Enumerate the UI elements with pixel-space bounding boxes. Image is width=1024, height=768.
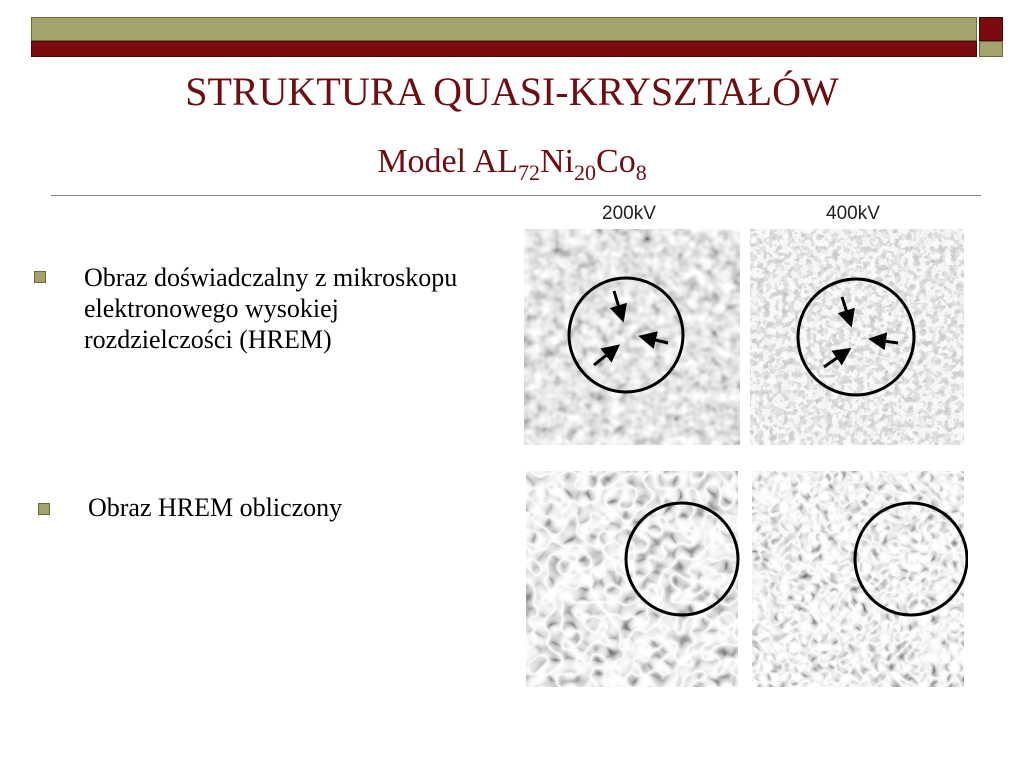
corner-maroon-square — [979, 17, 1003, 41]
hrem-200kv-experimental — [524, 229, 740, 445]
subtitle-co: Co — [596, 143, 636, 180]
top-maroon-bar — [31, 41, 977, 57]
bullet-experimental-text: Obraz doświadczalny z mikroskopu elektronowego wysokiej rozdzielczości (HREM) — [84, 263, 458, 354]
slide-title: STRUKTURA QUASI-KRYSZTAŁÓW — [185, 69, 839, 114]
subtitle-ni: Ni — [540, 143, 575, 180]
square-bullet-icon — [38, 503, 50, 515]
hrem-images-svg — [520, 203, 968, 693]
subtitle-prefix: Model AL — [377, 143, 519, 180]
top-olive-bar — [31, 17, 977, 41]
square-bullet-icon — [34, 271, 46, 283]
subtitle-sub-co: 8 — [635, 160, 647, 185]
bullet-calculated-text: Obraz HREM obliczony — [88, 493, 343, 522]
label-200kv: 200kV — [602, 203, 656, 224]
corner-olive-square — [979, 41, 1003, 57]
hrem-400kv-calculated — [752, 471, 967, 687]
subtitle-sub-al: 72 — [518, 160, 541, 185]
hrem-200kv-calculated — [526, 471, 738, 687]
slide-subtitle — [0, 140, 1024, 184]
bullet-calculated — [38, 492, 488, 523]
hrem-figure — [520, 203, 968, 693]
subtitle-sub-ni: 20 — [574, 160, 597, 185]
label-400kv: 400kV — [826, 203, 880, 224]
bullet-experimental — [34, 262, 484, 355]
hrem-400kv-experimental — [750, 229, 964, 445]
title-divider — [51, 195, 981, 196]
